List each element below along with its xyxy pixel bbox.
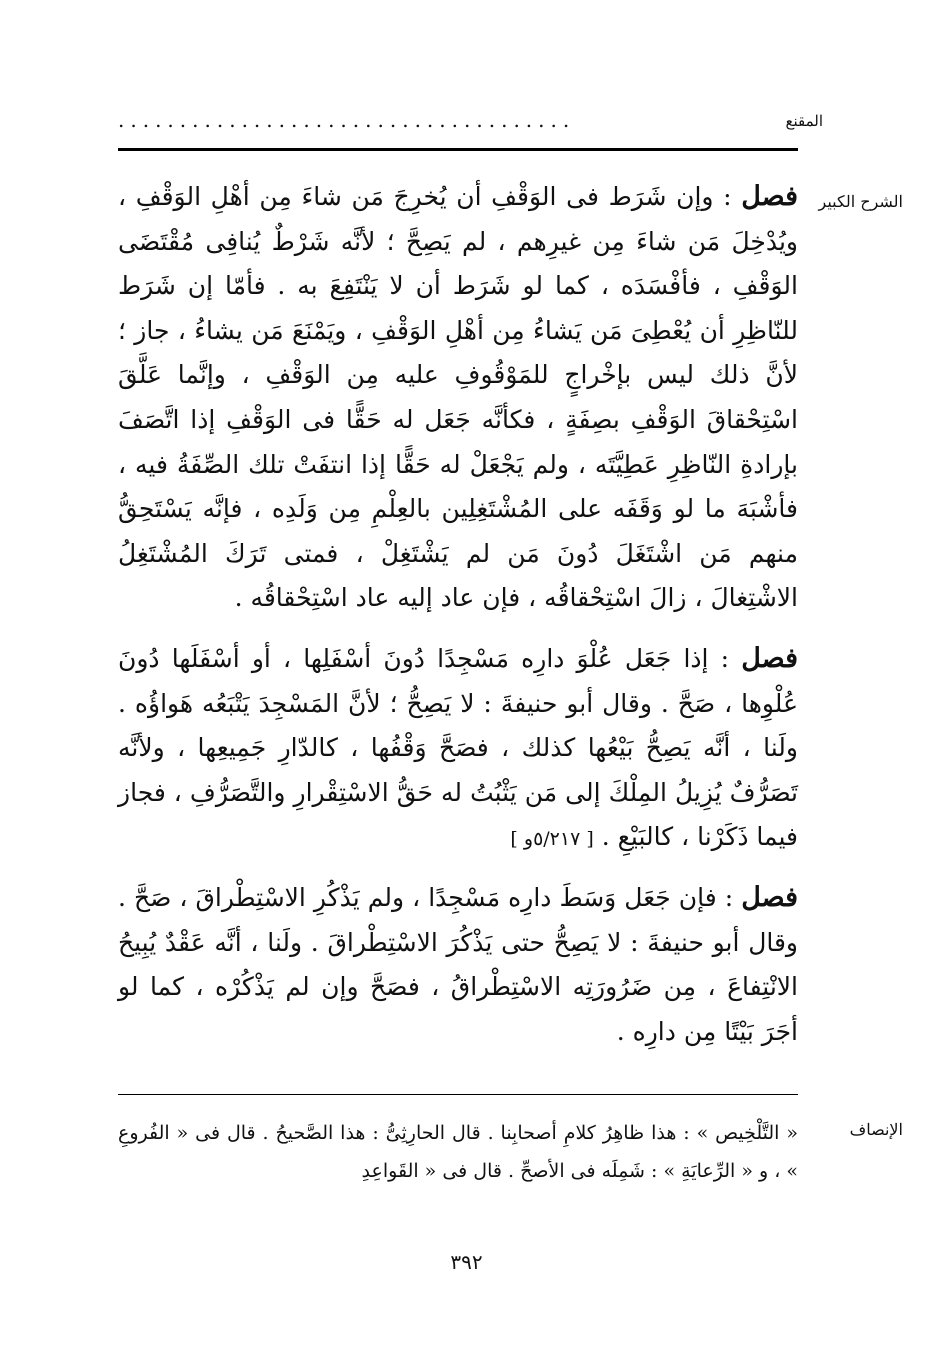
margin-label-sharh: الشرح الكبير bbox=[818, 192, 903, 211]
footnote-text: « التَّلْخِيص » : هذا ظاهِرُ كلامِ أصحابِنا . قال الحارِثِىُّ : هذا الصَّحيحُ . قال فى « الفُروعِ » ، و « الرِّعايَةِ » : شَمِلَه فى الأصحِّ . قال فى « القَواعِدِ bbox=[118, 1122, 798, 1182]
footnote-rule bbox=[118, 1094, 798, 1095]
main-text bbox=[118, 175, 798, 1070]
section-label: فصل bbox=[741, 642, 798, 674]
section-label: فصل bbox=[741, 181, 798, 212]
running-head: المقنع bbox=[785, 112, 823, 130]
paragraph-text: : إذا جَعَل عُلْوَ دارِه مَسْجِدًا دُونَ أسْفَلِها ، أو أسْفَلَها دُونَ عُلْوِها ، صَحَّ . وقال أبو حنيفةَ : لا يَصِحُّ ؛ لأنَّ المَسْجِدَ يَتْبَعُه هَواؤُه . ولَنا ، أنَّه يَصِحُّ بَيْعُها كذلك ، فصَحَّ وَقْفُها ، كالدّارِ جَمِيعِها ، ولأنَّه تَصَرُّفٌ يُزِيلُ المِلْكَ إلى مَن يَثْبُتُ له حَقُّ الاسْتِقْرارِ والتَّصَرُّفِ ، فجاز فيما ذَكَرْنا ، كالبَيْعِ . bbox=[118, 643, 798, 852]
margin-label-insaf: الإنصاف bbox=[849, 1120, 903, 1139]
paragraph-3 bbox=[118, 876, 798, 1056]
section-label: فصل bbox=[741, 881, 798, 913]
page-number: ٣٩٢ bbox=[450, 1250, 483, 1274]
paragraph-2 bbox=[118, 637, 798, 862]
paragraph-text: : فإن جَعَل وَسَطَ دارِه مَسْجِدًا ، ولم يَذْكُرِ الاسْتِطْراقَ ، صَحَّ . وقال أبو حنيفةَ : لا يَصِحُّ حتى يَذْكُرَ الاسْتِطْراقَ . ولَنا ، أنَّه عَقْدٌ يُبِيحُ الانْتِفاعَ ، مِن ضَرُورَتِه الاسْتِطْراقُ ، فصَحَّ وإن لم يَذْكُرْه ، كما لو أجَرَ بَيْتًا مِن دارِه . bbox=[118, 882, 798, 1046]
header-rule bbox=[118, 148, 798, 151]
dot-leader: ..................................... bbox=[118, 108, 576, 132]
paragraph-text: : وإن شَرَط فى الوَقْفِ أن يُخرِجَ مَن شاءَ مِن أهْلِ الوَقْفِ ، ويُدْخِلَ مَن شاءَ مِن غيرِهم ، لم يَصِحَّ ؛ لأنَّه شَرْطٌ يُنافِى مُقْتَضَى الوَقْفِ ، فأفْسَدَه ، كما لو شَرَط أن لا يَنْتَفِعَ به . فأمّا إن شَرَط للنّاظِرِ أن يُعْطِىَ مَن يَشاءُ مِن أهْلِ الوَقْفِ ، ويَمْنَعَ مَن يشاءُ ، جاز ؛ لأنَّ ذلك ليس بإخْراجٍ للمَوْقُوفِ عليه مِن الوَقْفِ ، وإنَّما عَلَّقَ اسْتِحْقاقَ الوَقْفِ بصِفَةٍ ، فكأنَّه جَعَل له حَقًّا فى الوَقْفِ إذا اتَّصَفَ بإرادةِ النّاظِرِ عَطِيَّتَه ، ولم يَجْعَلْ له حَقًّا إذا انتفَتْ تلك الصِّفَةُ فيه ، فأشْبَهَ ما لو وَقَفَه على المُشْتَغِلِين بالعِلْمِ مِن وَلَدِه ، فإنَّه يَسْتَحِقُّ منهم مَن اشْتَغَلَ دُونَ مَن لم يَشْتَغِلْ ، فمتى تَرَكَ المُشْتَغِلُ الاشْتِغالَ ، زالَ اسْتِحْقاقُه ، فإن عاد إليه عاد اسْتِحْقاقُه . bbox=[118, 182, 798, 613]
paragraph-1 bbox=[118, 175, 798, 623]
page-marker: [ ٥/٢١٧و ] bbox=[510, 828, 594, 851]
